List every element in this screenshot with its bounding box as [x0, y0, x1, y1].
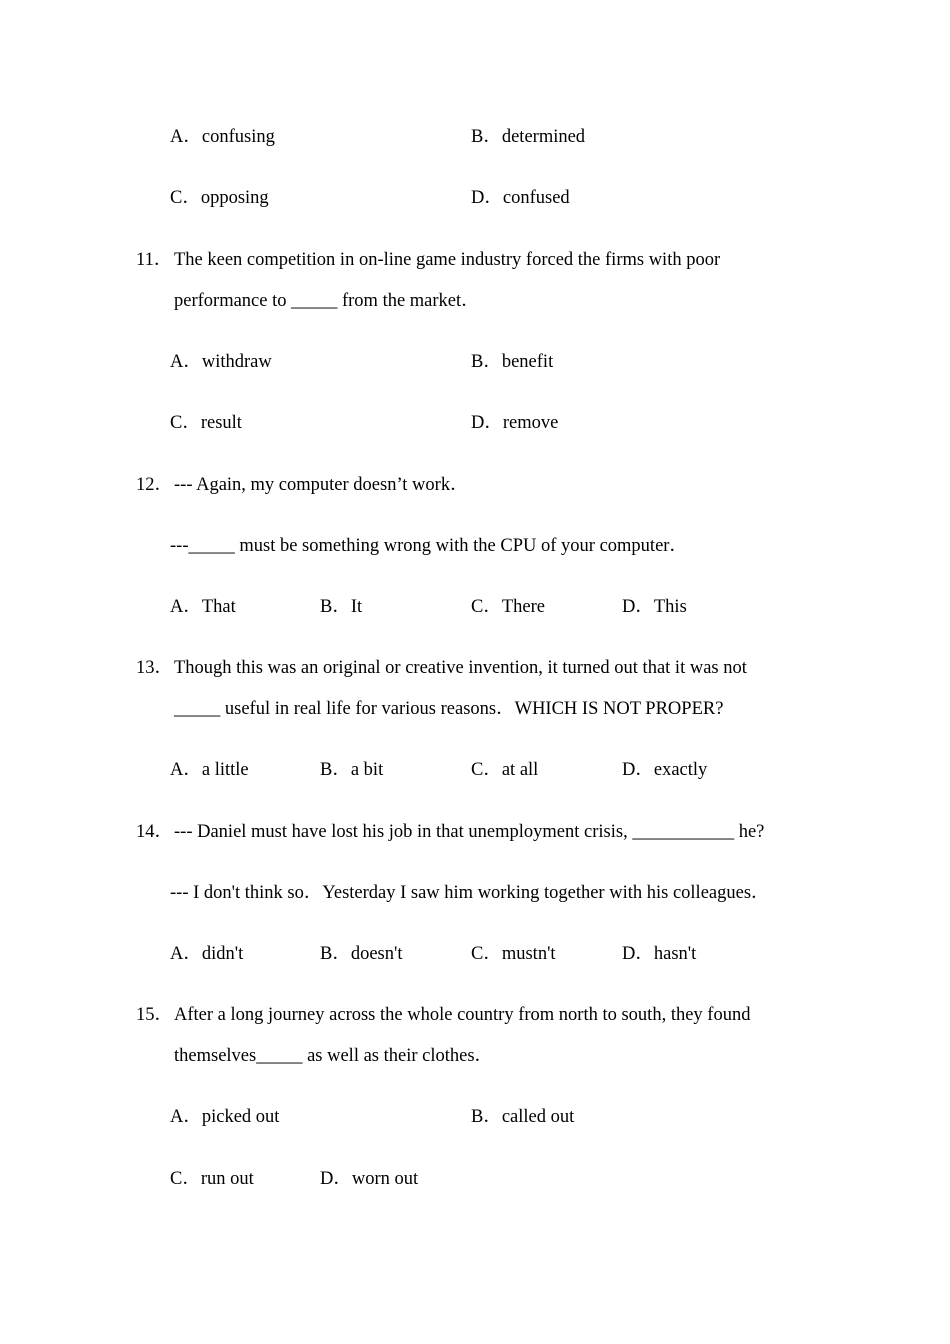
option-letter: B．: [471, 352, 502, 372]
option-d: [471, 186, 570, 210]
option-letter: D．: [471, 188, 503, 208]
option-c: [170, 1167, 254, 1191]
question-stem-line2: ---_____ must be something wrong with the CPU of your computer．: [170, 536, 688, 556]
question-stem-line1: The keen competition in on-line game industry forced the firms with poor: [174, 250, 721, 270]
option-letter: D．: [622, 597, 654, 617]
option-letter: C．: [170, 413, 201, 433]
option-text: run out: [200, 1169, 254, 1189]
option-letter: C．: [471, 760, 502, 780]
option-b: [320, 758, 383, 782]
option-text: worn out: [351, 1169, 419, 1189]
option-text: at all: [501, 760, 539, 780]
question-number: 14．: [136, 822, 174, 842]
option-letter: A．: [170, 1107, 202, 1127]
option-text: There: [501, 597, 545, 617]
option-text: mustn't: [501, 944, 556, 964]
option-text: didn't: [201, 944, 244, 964]
option-letter: B．: [471, 127, 502, 147]
option-text: withdraw: [201, 352, 272, 372]
option-letter: C．: [170, 1169, 201, 1189]
option-letter: B．: [320, 760, 351, 780]
option-text: benefit: [501, 352, 554, 372]
question-stem-line2: themselves_____ as well as their clothes．: [174, 1046, 494, 1066]
option-c: [471, 942, 556, 966]
option-a: [170, 350, 272, 374]
option-text: determined: [501, 127, 586, 147]
option-text: exactly: [653, 760, 708, 780]
option-text: This: [653, 597, 687, 617]
option-b: [320, 942, 402, 966]
option-letter: D．: [320, 1169, 352, 1189]
option-text: picked out: [201, 1107, 280, 1127]
question-stem-line1: --- Daniel must have lost his job in that unemployment crisis, ___________ he?: [174, 822, 765, 842]
option-letter: B．: [320, 597, 351, 617]
question-stem-line1: Though this was an original or creative invention, it turned out that it was not: [174, 658, 747, 678]
option-c: [471, 758, 538, 782]
option-text: doesn't: [350, 944, 403, 964]
question-number: 13．: [136, 658, 174, 678]
option-letter: A．: [170, 127, 202, 147]
option-letter: A．: [170, 760, 202, 780]
option-d: [622, 595, 687, 619]
option-letter: A．: [170, 944, 202, 964]
question-stem-line1: --- Again, my computer doesn’t work．: [174, 475, 469, 495]
option-d: [471, 411, 558, 435]
option-c: [170, 411, 242, 435]
option-letter: C．: [170, 188, 201, 208]
option-text: result: [200, 413, 242, 433]
option-text: opposing: [200, 188, 269, 208]
question-stem-line2: --- I don't think so．Yesterday I saw him working together with his colleagues．: [170, 883, 770, 903]
option-a: [170, 1105, 279, 1129]
question-stem-line2: performance to _____ from the market．: [174, 291, 480, 311]
option-text: It: [350, 597, 363, 617]
option-b: [471, 125, 585, 149]
option-letter: D．: [471, 413, 503, 433]
option-b: [471, 1105, 574, 1129]
option-text: hasn't: [653, 944, 697, 964]
question-number: 11．: [136, 250, 173, 270]
option-letter: D．: [622, 760, 654, 780]
option-text: called out: [501, 1107, 575, 1127]
option-text: remove: [502, 413, 559, 433]
option-letter: D．: [622, 944, 654, 964]
question-stem-line2: _____ useful in real life for various reasons．WHICH IS NOT PROPER?: [174, 699, 724, 719]
option-d: [320, 1167, 418, 1191]
option-text: confusing: [201, 127, 275, 147]
option-d: [622, 942, 696, 966]
option-letter: B．: [471, 1107, 502, 1127]
option-letter: C．: [471, 597, 502, 617]
option-c: [170, 186, 269, 210]
option-d: [622, 758, 707, 782]
option-letter: A．: [170, 352, 202, 372]
option-text: That: [201, 597, 236, 617]
option-a: [170, 595, 236, 619]
option-b: [320, 595, 362, 619]
option-a: [170, 942, 243, 966]
option-text: confused: [502, 188, 570, 208]
option-letter: B．: [320, 944, 351, 964]
option-c: [471, 595, 545, 619]
question-number: 12．: [136, 475, 174, 495]
option-letter: A．: [170, 597, 202, 617]
option-a: [170, 125, 275, 149]
option-text: a little: [201, 760, 249, 780]
option-b: [471, 350, 553, 374]
option-text: a bit: [350, 760, 384, 780]
question-number: 15．: [136, 1005, 174, 1025]
option-letter: C．: [471, 944, 502, 964]
question-stem-line1: After a long journey across the whole country from north to south, they found: [174, 1005, 751, 1025]
option-a: [170, 758, 249, 782]
